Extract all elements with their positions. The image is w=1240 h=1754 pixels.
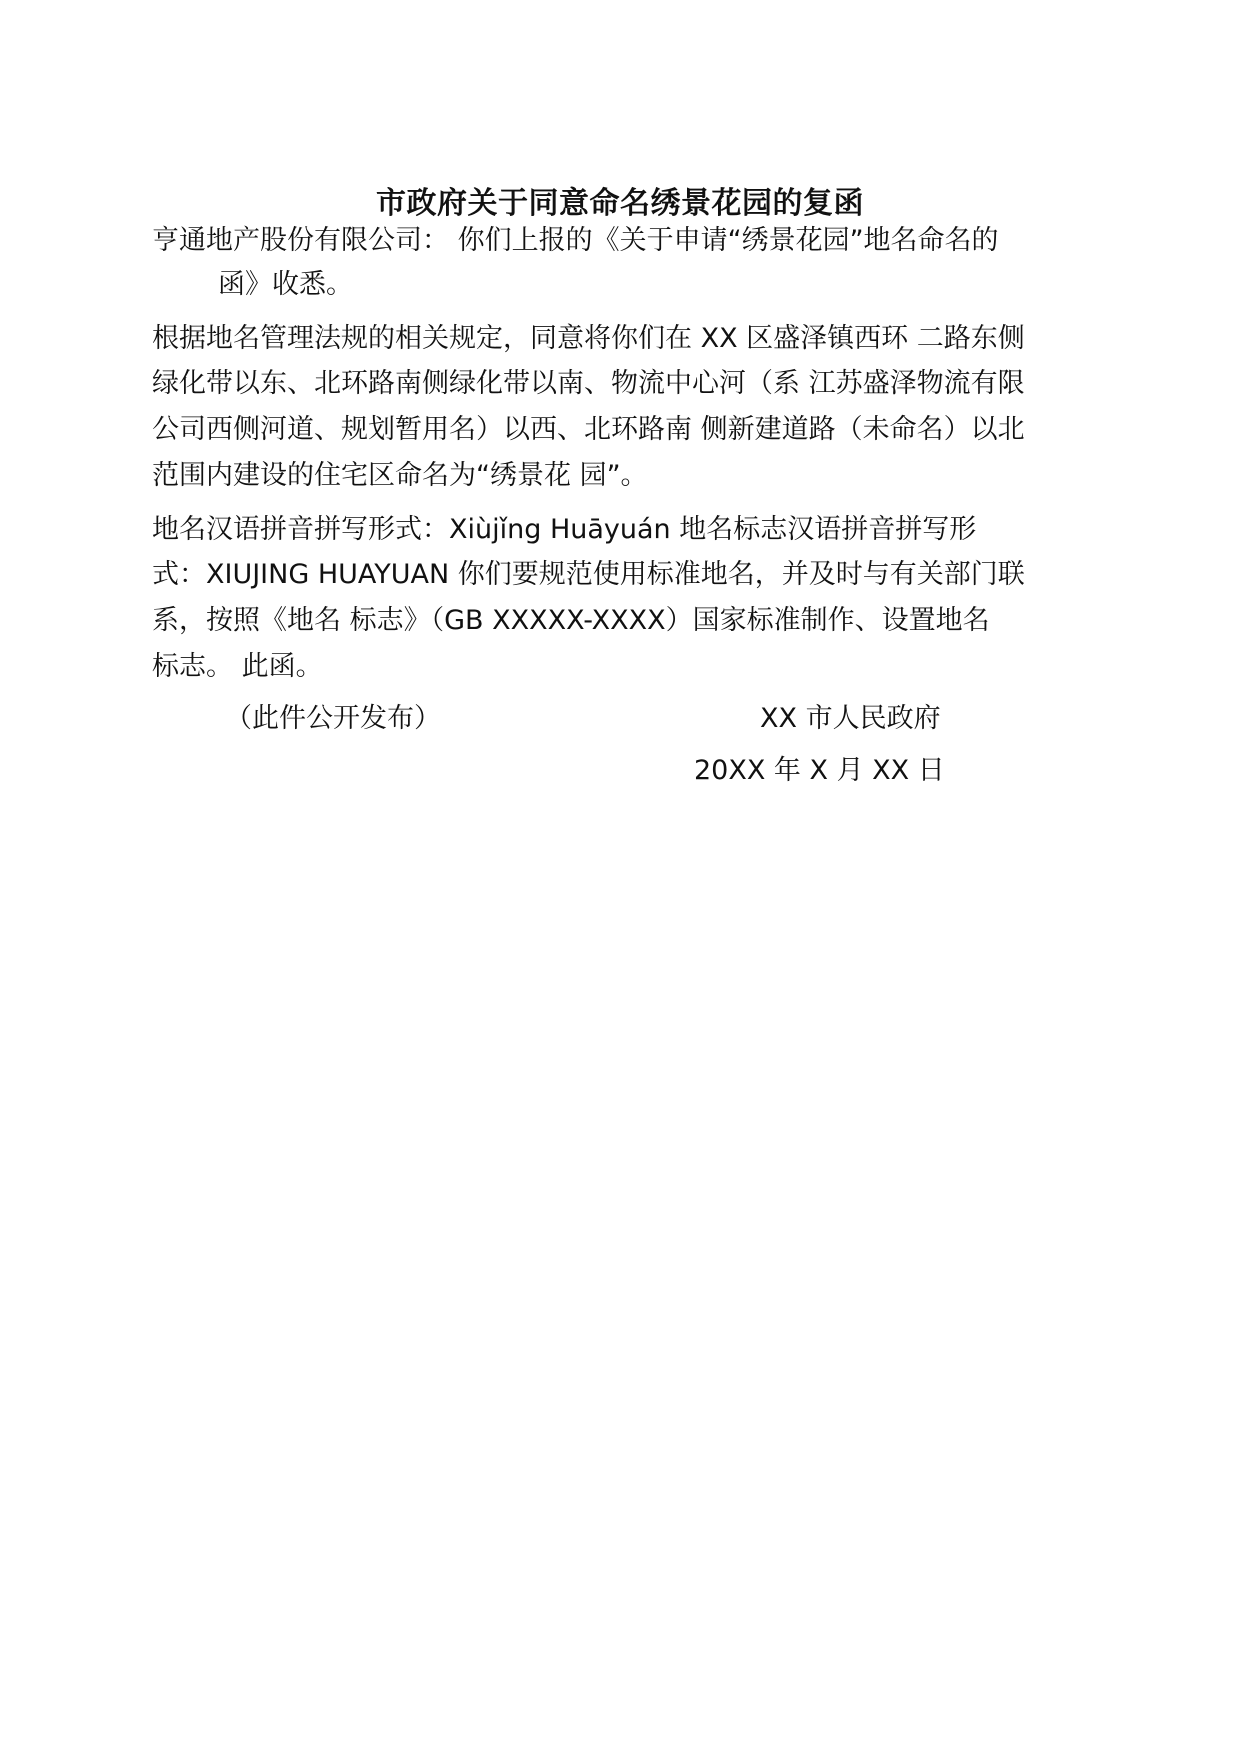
body-line-3: 根据地名管理法规的相关规定，同意将你们在 XX 区盛泽镇西环 二路东侧 — [152, 323, 1025, 354]
body-line-9: 系，按照《地名 标志》（GB XXXXX-XXXX）国家标准制作、设置地名 — [152, 605, 990, 636]
body-line-6: 范围内建设的住宅区命名为“绣景花 园”。 — [152, 460, 648, 491]
body-line-8: 式：XIUJING HUAYUAN 你们要规范使用标准地名，并及时与有关部门联 — [152, 559, 1025, 590]
body-line-1: 亨通地产股份有限公司： 你们上报的《关于申请“绣景花园”地名命名的 — [152, 225, 999, 256]
issue-date: 20XX 年 X 月 XX 日 — [694, 755, 945, 786]
body-line-4: 绿化带以东、北环路南侧绿化带以南、物流中心河（系 江苏盛泽物流有限 — [152, 368, 1025, 399]
body-line-2: 函》收悉。 — [218, 269, 353, 300]
body-line-5: 公司西侧河道、规划暂用名）以西、北环路南 侧新建道路（未命名）以北 — [152, 414, 1025, 445]
publish-note: （此件公开发布） — [225, 703, 441, 734]
document-title: 市政府关于同意命名绣景花园的复函 — [376, 186, 864, 221]
issuer: XX 市人民政府 — [760, 703, 941, 734]
body-line-7: 地名汉语拼音拼写形式：Xiùjǐng Huāyuán 地名标志汉语拼音拼写形 — [152, 514, 977, 545]
body-line-10: 标志。 此函。 — [152, 651, 323, 682]
